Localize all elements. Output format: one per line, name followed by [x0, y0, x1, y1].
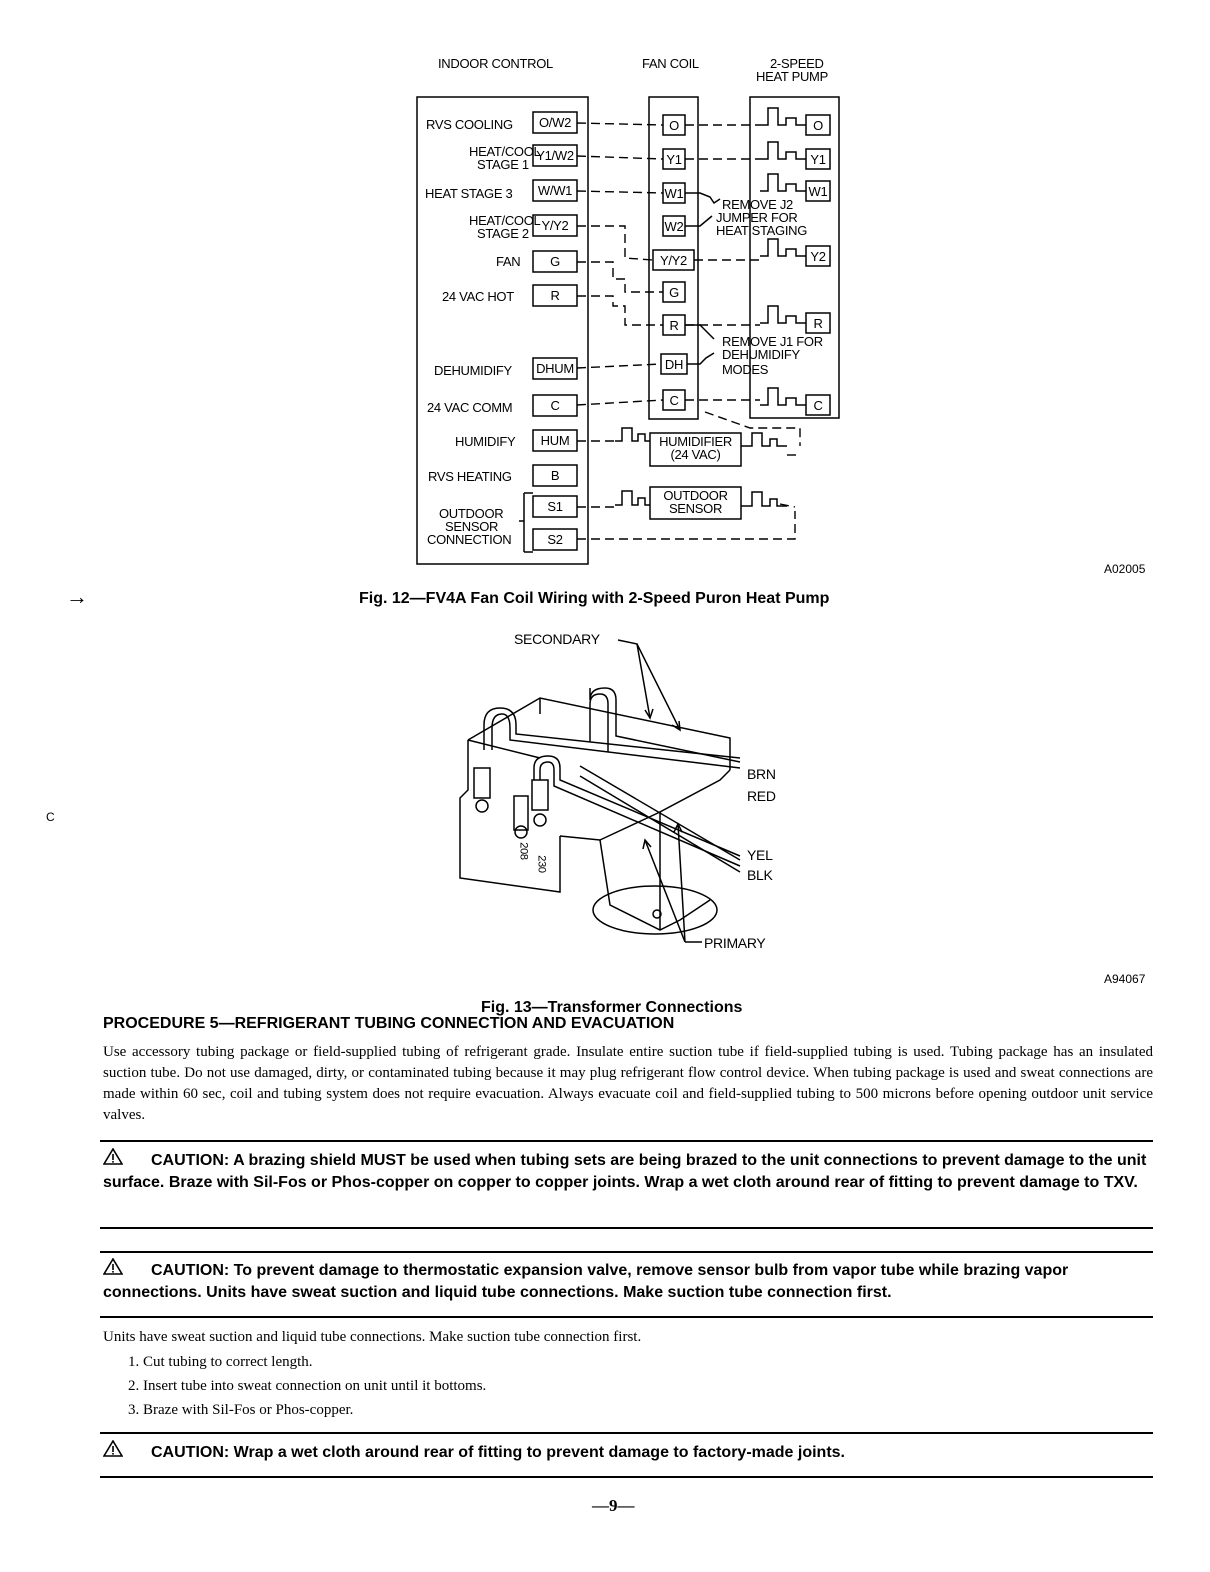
terminal-s2: S2 [547, 532, 563, 547]
label-stage-1: STAGE 1 [477, 157, 529, 172]
terminal-y1w2: Y1/W2 [536, 148, 574, 163]
note-modes: MODES [722, 362, 769, 377]
list-item: 3. Braze with Sil-Fos or Phos-copper. [128, 1402, 354, 1418]
figure-13-ref-code: A94067 [1104, 972, 1146, 986]
fancoil-terminal-c: C [669, 393, 679, 408]
label-24vac-comm: 24 VAC COMM [427, 400, 513, 415]
terminal-ww1: W/W1 [537, 183, 573, 198]
terminal-g: G [550, 254, 560, 269]
column-header-fan-coil: FAN COIL [642, 56, 699, 71]
fancoil-terminal-yy2: Y/Y2 [660, 253, 687, 268]
warning-icon [103, 1148, 125, 1172]
wire-red: RED [747, 788, 776, 804]
heatpump-terminal-y1: Y1 [810, 152, 826, 167]
figure-12-caption: Fig. 12—FV4A Fan Coil Wiring with 2-Speed Puron Heat Pump [359, 590, 830, 607]
label-dehumidify: DEHUMIDIFY [434, 363, 512, 378]
warning-icon [103, 1258, 125, 1282]
page-number: —9— [592, 1496, 635, 1515]
label-heat-stage-3: HEAT STAGE 3 [425, 186, 513, 201]
label-secondary: SECONDARY [514, 631, 600, 647]
mark-208: 208 [517, 842, 530, 860]
note-jumper-for: JUMPER FOR [716, 210, 798, 225]
terminal-b: B [550, 468, 560, 483]
divider [100, 1316, 1153, 1318]
caution-wet-cloth [103, 1440, 1153, 1464]
terminal-r: R [550, 288, 560, 303]
fancoil-terminal-dh: DH [664, 357, 684, 372]
fancoil-terminal-y1: Y1 [666, 152, 682, 167]
label-heat-cool: HEAT/COOL [469, 144, 541, 159]
label-24vac-hot: 24 VAC HOT [442, 289, 514, 304]
wire-yel: YEL [747, 847, 773, 863]
humidifier-voltage: (24 VAC) [670, 447, 721, 462]
label-sensor: SENSOR [445, 519, 499, 534]
label-heat-cool-2: HEAT/COOL [469, 213, 541, 228]
fancoil-terminal-w2: W2 [664, 219, 684, 234]
heatpump-terminal-r: R [813, 316, 823, 331]
divider [100, 1432, 1153, 1434]
divider [100, 1251, 1153, 1253]
caution-txv [103, 1258, 1153, 1304]
step-list [128, 1350, 486, 1422]
outdoor-sensor-label: OUTDOOR [663, 488, 728, 503]
column-header-heat-pump-1: 2-SPEED [770, 56, 824, 71]
warning-icon [103, 1440, 125, 1464]
mark-230: 230 [535, 855, 548, 873]
label-rvs-heating: RVS HEATING [428, 469, 512, 484]
terminal-c: C [550, 398, 560, 413]
transformer-drawing [440, 630, 800, 960]
list-item: 2. Insert tube into sweat connection on unit until it bottoms. [128, 1378, 487, 1394]
label-rvs-cooling: RVS COOLING [426, 117, 513, 132]
humidifier-label: HUMIDIFIER [659, 434, 732, 449]
label-humidify: HUMIDIFY [455, 434, 516, 449]
heatpump-terminal-c: C [813, 398, 823, 413]
figure-13-caption: Fig. 13—Transformer Connections [481, 999, 743, 1016]
procedure-paragraph: Use accessory tubing package or field-supplied tubing of refrigerant grade. Insulate entire suction tube if field-supplied tubing is used. Tubing package has an insulated suction tube. Do not use damaged, dirty, or contaminated tubing because it may plug refrigerant flow control device. When tubing package is used and sweat connections are made within 60 sec, coil and tubing system does not require evacuation. Always evacuate coil and field-supplied tubing to 500 microns before opening outdoor unit service valves. [103, 1044, 1153, 1123]
terminal-ow2: O/W2 [538, 115, 572, 130]
terminal-s1: S1 [547, 499, 563, 514]
divider [100, 1476, 1153, 1478]
list-item: 1. Cut tubing to correct length. [128, 1354, 313, 1370]
terminal-hum: HUM [540, 433, 570, 448]
label-stage-2: STAGE 2 [477, 226, 529, 241]
terminal-yy2: Y/Y2 [541, 218, 569, 233]
label-outdoor: OUTDOOR [439, 506, 504, 521]
fancoil-terminal-w1: W1 [664, 186, 684, 201]
figure-12-ref-code: A02005 [1104, 562, 1146, 576]
wire-blk: BLK [747, 867, 773, 883]
divider [100, 1140, 1153, 1142]
label-fan: FAN [496, 254, 521, 269]
heatpump-terminal-o: O [813, 118, 823, 133]
caution-brazing-shield [103, 1148, 1153, 1194]
divider [100, 1227, 1153, 1229]
heatpump-terminal-y2: Y2 [810, 249, 826, 264]
wiring-lines [0, 0, 1210, 580]
note-remove-j2: REMOVE J2 [722, 197, 793, 212]
terminal-dhum: DHUM [536, 361, 574, 376]
mark-c: C [46, 810, 55, 824]
label-primary: PRIMARY [704, 935, 766, 951]
column-header-indoor-control: INDOOR CONTROL [438, 56, 553, 71]
label-connection: CONNECTION [427, 532, 512, 547]
heatpump-terminal-w1: W1 [808, 184, 828, 199]
caution-2-text: CAUTION: To prevent damage to thermostatic expansion valve, remove sensor bulb from vapor tube while brazing vapor connections. Units have sweat suction and liquid tube connections. Make suction tube connection first. [103, 1262, 1069, 1301]
column-header-heat-pump-2: HEAT PUMP [756, 69, 828, 84]
note-heat-staging: HEAT STAGING [716, 223, 808, 238]
procedure-heading: PROCEDURE 5—REFRIGERANT TUBING CONNECTION AND EVACUATION [103, 1015, 675, 1032]
outdoor-sensor-label-2: SENSOR [668, 501, 723, 516]
wire-brn: BRN [747, 766, 776, 782]
fancoil-terminal-o: O [669, 118, 679, 133]
note-dehumidify: DEHUMIDIFY [722, 347, 800, 362]
fancoil-terminal-r: R [669, 318, 679, 333]
margin-arrow: → [66, 584, 88, 609]
caution-3-text: CAUTION: Wrap a wet cloth around rear of fitting to prevent damage to factory-made joints. [151, 1444, 845, 1461]
note-remove-j1: REMOVE J1 FOR [722, 334, 823, 349]
fancoil-terminal-g: G [669, 285, 679, 300]
tube-connection-intro: Units have sweat suction and liquid tube connections. Make suction tube connection first. [103, 1329, 642, 1345]
caution-1-text: CAUTION: A brazing shield MUST be used when tubing sets are being brazed to the unit connections to prevent damage to the unit surface. Braze with Sil-Fos or Phos-copper on copper to copper joints. Wrap a wet cloth around rear of fitting to prevent damage to TXV. [103, 1152, 1147, 1191]
